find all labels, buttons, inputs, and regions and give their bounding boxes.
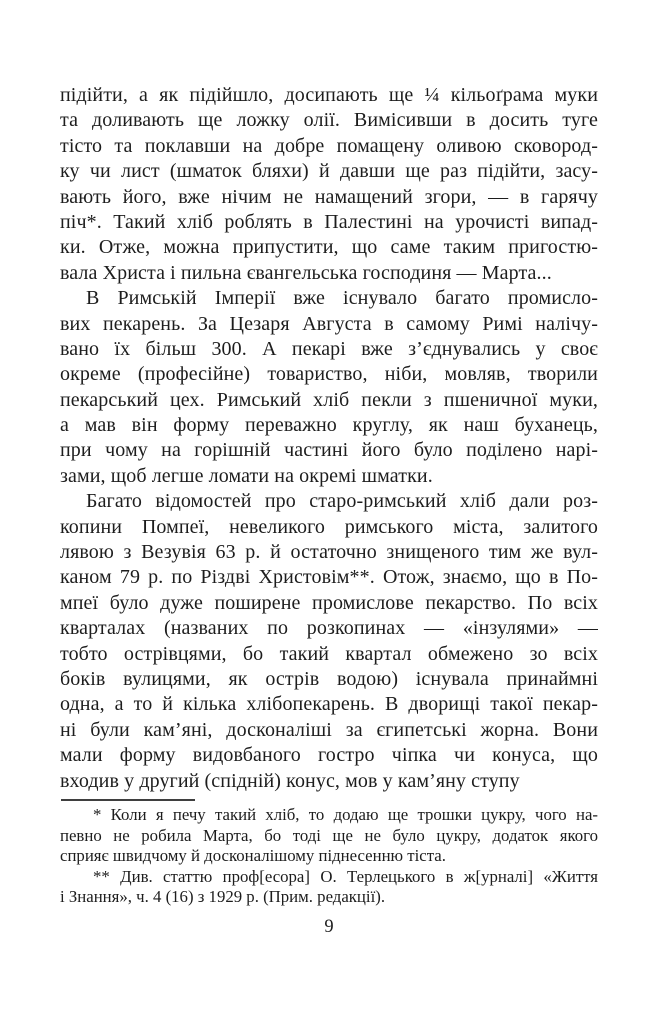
text-line: * Коли я печу такий хліб, то додаю ще трошки цукру, чого на- [93, 805, 598, 824]
paragraph [60, 805, 598, 867]
paragraph [60, 286, 598, 489]
text-line: лявою з Везувія 63 р. й остаточно знищеного тим же вул- [60, 541, 598, 564]
paragraph [60, 867, 598, 908]
text-line: при чому на горішній частині його було поділено нарі- [60, 439, 598, 462]
footnotes-block [60, 805, 598, 908]
text-line: вають його, вже нічим не намащений згори, — в гарячу [60, 185, 598, 208]
text-line: Багато відомостей про старо-римський хліб дали роз- [86, 490, 598, 513]
text-line: каном 79 р. по Різдві Христовім**. Отож, знаємо, що в По- [60, 566, 598, 589]
text-line: а мав він форму переважно круглу, як наш буханець, [60, 414, 598, 437]
text-line: та доливають ще ложку олії. Вимісивши в досить туге [60, 109, 598, 132]
page-number: 9 [324, 917, 334, 937]
text-line: копини Помпеї, невеликого римського міста, залитого [60, 515, 598, 538]
text-line: ки. Отже, можна припустити, що саме таким пригостю- [60, 236, 598, 259]
text-line: пекарський цех. Римський хліб пекли з пшеничної муки, [60, 388, 598, 411]
text-line: мали форму видовбаного гостро чіпка чи конуса, що [60, 744, 598, 767]
footnote-divider-rule [61, 799, 195, 801]
text-line: ** Див. статтю проф[есора] О. Терлецького в ж[урналі] «Життя [93, 866, 598, 886]
text-line: ні були кам’яні, досконаліші за єгипетські жорна. Вони [60, 718, 598, 741]
paragraph [60, 489, 598, 794]
main-text [60, 83, 598, 794]
text-line: В Римській Імперії вже існувало багато промисло- [86, 287, 598, 310]
paragraph [60, 83, 598, 286]
text-line: зами, щоб легше ломати на окремі шматки. [60, 464, 433, 487]
text-line: піч*. Такий хліб роблять в Палестині на урочисті випад- [60, 210, 598, 233]
text-line: вано їх більш 300. А пекарі вже з’єднувались у своє [60, 337, 598, 360]
text-line: підійти, а як підійшло, досипають ще ¼ кільоґрама муки [60, 84, 598, 106]
text-line: певно не робила Марта, бо тоді ще не було цукру, додаток якого [60, 825, 598, 845]
text-line: тобто острівцями, бо такий квартал обмежено зо всіх [60, 642, 598, 665]
text-line: вала Христа і пильна євангельська господиня — Марта... [60, 261, 552, 284]
text-line: входив у другий (спідній) конус, мов у кам’яну ступу [60, 769, 520, 792]
text-line: окреме (професійне) товариство, ніби, мовляв, творили [60, 363, 598, 386]
text-line: ку чи лист (шматок бляхи) й давши ще раз підійти, засу- [60, 160, 598, 183]
text-line: кварталах (названих по розкопинах — «інзулями» — [60, 617, 598, 640]
text-line: тісто та поклавши на добре помащену оливою сковород- [60, 134, 598, 157]
text-line: сприяє швидчому й досконалішому піднесенню тіста. [60, 846, 446, 866]
text-line: і Знання», ч. 4 (16) з 1929 р. (Прим. редакції). [60, 887, 386, 907]
text-line: мпеї було дуже поширене промислове пекарство. По всіх [60, 591, 598, 614]
text-line: вих пекарень. За Цезаря Августа в самому Римі налічу- [60, 312, 598, 335]
text-line: одна, а то й кілька хлібопекарень. В дворищі такої пекар- [60, 693, 598, 716]
text-line: боків вулицями, як острів водою) існувала принаймні [60, 667, 598, 690]
